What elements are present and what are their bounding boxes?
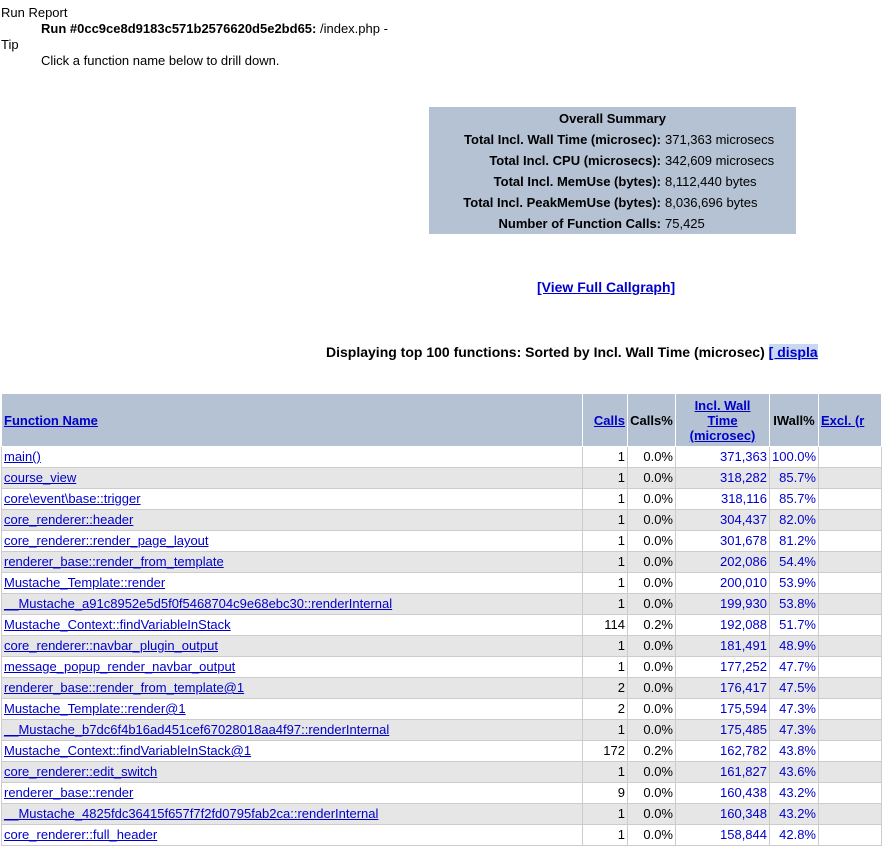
calls-pct-cell: 0.0% (628, 762, 676, 783)
incl-wall-cell: 175,594 (676, 699, 770, 720)
calls-cell: 1 (583, 489, 628, 510)
excl-cell (819, 636, 882, 657)
calls-cell: 1 (583, 657, 628, 678)
iwall-pct-cell: 81.2% (770, 531, 819, 552)
table-row (2, 489, 882, 510)
excl-cell (819, 510, 882, 531)
table-row (2, 804, 882, 825)
run-info (41, 21, 388, 36)
iwall-pct-cell: 47.7% (770, 657, 819, 678)
iwall-pct-cell: 51.7% (770, 615, 819, 636)
summary-title: Overall Summary (559, 111, 666, 126)
incl-wall-cell: 304,437 (676, 510, 770, 531)
summary-label: Number of Function Calls: (498, 216, 661, 231)
calls-cell: 1 (583, 825, 628, 846)
excl-cell (819, 573, 882, 594)
function-link[interactable]: Mustache_Template::render@1 (4, 701, 186, 716)
calls-pct-cell: 0.0% (628, 573, 676, 594)
calls-pct-cell: 0.0% (628, 636, 676, 657)
summary-label: Total Incl. PeakMemUse (bytes): (463, 195, 661, 210)
iwall-pct-cell: 47.3% (770, 699, 819, 720)
function-link[interactable]: core\event\base::trigger (4, 491, 141, 506)
function-name-cell (2, 741, 583, 762)
table-row (2, 657, 882, 678)
col-function-name[interactable] (2, 394, 583, 447)
function-name-cell (2, 804, 583, 825)
calls-pct-cell: 0.0% (628, 552, 676, 573)
excl-cell (819, 657, 882, 678)
sort-calls-link[interactable]: Calls (593, 412, 625, 428)
summary-value: 8,112,440 bytes (665, 174, 757, 189)
summary-row-cpu (429, 150, 796, 171)
table-row (2, 699, 882, 720)
tip-text: Click a function name below to drill down. (41, 53, 280, 68)
function-link[interactable]: renderer_base::render (4, 785, 134, 800)
iwall-pct-cell: 48.9% (770, 636, 819, 657)
iwall-pct-cell: 42.8% (770, 825, 819, 846)
summary-label: Total Incl. MemUse (bytes): (493, 174, 661, 189)
function-link[interactable]: __Mustache_b7dc6f4b16ad451cef67028018aa4f97::renderInternal (4, 722, 390, 737)
calls-pct-cell: 0.0% (628, 678, 676, 699)
incl-wall-cell: 318,116 (676, 489, 770, 510)
calls-cell: 1 (583, 531, 628, 552)
summary-row-peakmemuse (429, 192, 796, 213)
iwall-pct-cell: 53.8% (770, 594, 819, 615)
function-name-cell (2, 783, 583, 804)
calls-cell: 1 (583, 594, 628, 615)
summary-row-memuse (429, 171, 796, 192)
excl-cell (819, 531, 882, 552)
table-row (2, 552, 882, 573)
incl-wall-cell: 181,491 (676, 636, 770, 657)
function-link[interactable]: main() (4, 449, 41, 464)
incl-wall-cell: 301,678 (676, 531, 770, 552)
calls-pct-cell: 0.0% (628, 699, 676, 720)
calls-cell: 2 (583, 678, 628, 699)
function-name-cell (2, 594, 583, 615)
calls-cell: 1 (583, 804, 628, 825)
incl-wall-cell: 199,930 (676, 594, 770, 615)
calls-pct-cell: 0.0% (628, 447, 676, 468)
function-link[interactable]: __Mustache_a91c8952e5d5f0f5468704c9e68ebc30::renderInternal (4, 596, 393, 611)
incl-wall-cell: 161,827 (676, 762, 770, 783)
function-name-cell (2, 447, 583, 468)
iwall-pct-cell: 100.0% (770, 447, 819, 468)
summary-table (429, 107, 796, 234)
incl-wall-cell: 160,438 (676, 783, 770, 804)
incl-wall-cell: 160,348 (676, 804, 770, 825)
iwall-pct-cell: 43.8% (770, 741, 819, 762)
functions-table (1, 393, 882, 846)
incl-wall-cell: 162,782 (676, 741, 770, 762)
table-row (2, 447, 882, 468)
calls-cell: 1 (583, 510, 628, 531)
iwall-pct-cell: 47.3% (770, 720, 819, 741)
function-link[interactable]: message_popup_render_navbar_output (4, 659, 236, 674)
col-incl-wall[interactable] (676, 394, 770, 447)
function-name-cell (2, 573, 583, 594)
col-iwall-pct: IWall% (770, 394, 819, 447)
excl-cell (819, 825, 882, 846)
table-row (2, 678, 882, 699)
calls-pct-cell: 0.0% (628, 594, 676, 615)
excl-cell (819, 447, 882, 468)
excl-cell (819, 615, 882, 636)
table-row (2, 531, 882, 552)
table-row (2, 615, 882, 636)
excl-cell (819, 552, 882, 573)
excl-cell (819, 594, 882, 615)
excl-cell (819, 762, 882, 783)
excl-cell (819, 489, 882, 510)
incl-wall-cell: 318,282 (676, 468, 770, 489)
calls-pct-cell: 0.0% (628, 510, 676, 531)
incl-wall-cell: 158,844 (676, 825, 770, 846)
overall-summary (429, 107, 796, 234)
summary-label: Total Incl. CPU (microsecs): (489, 153, 661, 168)
calls-pct-cell: 0.0% (628, 489, 676, 510)
display-text: Displaying top 100 functions: Sorted by Incl. Wall Time (microsec) (326, 344, 765, 360)
incl-wall-cell: 200,010 (676, 573, 770, 594)
table-row (2, 510, 882, 531)
iwall-pct-cell: 54.4% (770, 552, 819, 573)
function-name-cell (2, 657, 583, 678)
sort-excl-link[interactable]: Excl. (r (821, 412, 865, 428)
function-name-cell (2, 531, 583, 552)
function-link[interactable]: core_renderer::render_page_layout (4, 533, 209, 548)
iwall-pct-cell: 43.2% (770, 783, 819, 804)
calls-pct-cell: 0.0% (628, 783, 676, 804)
table-row (2, 741, 882, 762)
excl-cell (819, 741, 882, 762)
calls-pct-cell: 0.0% (628, 468, 676, 489)
col-calls-pct: Calls% (628, 394, 676, 447)
function-name-cell (2, 510, 583, 531)
function-name-cell (2, 699, 583, 720)
function-name-cell (2, 720, 583, 741)
function-link[interactable]: core_renderer::full_header (4, 827, 158, 842)
function-name-cell (2, 636, 583, 657)
calls-cell: 9 (583, 783, 628, 804)
tip-label: Tip (1, 37, 19, 52)
excl-cell (819, 804, 882, 825)
function-name-cell (2, 489, 583, 510)
function-link[interactable]: __Mustache_4825fdc36415f657f7f2fd0795fab2ca::renderInternal (4, 806, 379, 821)
report-title: Run Report (1, 5, 68, 20)
iwall-pct-cell: 85.7% (770, 468, 819, 489)
iwall-pct-cell: 53.9% (770, 573, 819, 594)
function-name-cell (2, 552, 583, 573)
table-header-row (2, 394, 882, 447)
calls-pct-cell: 0.0% (628, 531, 676, 552)
table-row (2, 825, 882, 846)
function-link[interactable]: Mustache_Template::render (4, 575, 166, 590)
summary-value: 371,363 microsecs (665, 132, 775, 147)
function-link[interactable]: core_renderer::edit_switch (4, 764, 158, 779)
incl-wall-cell: 175,485 (676, 720, 770, 741)
calls-pct-cell: 0.0% (628, 825, 676, 846)
excl-cell (819, 783, 882, 804)
sort-function-name-link[interactable]: Function Name (4, 412, 98, 428)
calls-pct-cell: 0.0% (628, 804, 676, 825)
table-row (2, 636, 882, 657)
incl-wall-cell: 176,417 (676, 678, 770, 699)
table-row (2, 468, 882, 489)
summary-label: Total Incl. Wall Time (microsec): (464, 132, 661, 147)
summary-row-function-calls (429, 213, 796, 234)
incl-wall-cell: 192,088 (676, 615, 770, 636)
view-full-callgraph-link[interactable]: [View Full Callgraph] (537, 279, 676, 295)
calls-pct-cell: 0.2% (628, 741, 676, 762)
function-name-cell (2, 825, 583, 846)
summary-value: 8,036,696 bytes (665, 195, 758, 210)
col-calls[interactable] (583, 394, 628, 447)
function-name-cell (2, 762, 583, 783)
display-all-link[interactable]: [ displa (768, 344, 818, 360)
calls-cell: 2 (583, 699, 628, 720)
excl-cell (819, 720, 882, 741)
function-link[interactable]: course_view (4, 470, 77, 485)
calls-cell: 172 (583, 741, 628, 762)
col-excl[interactable] (819, 394, 882, 447)
calls-cell: 1 (583, 720, 628, 741)
iwall-pct-cell: 43.6% (770, 762, 819, 783)
calls-cell: 1 (583, 636, 628, 657)
excl-cell (819, 468, 882, 489)
function-link[interactable]: renderer_base::render_from_template@1 (4, 680, 245, 695)
incl-wall-cell: 177,252 (676, 657, 770, 678)
calls-cell: 1 (583, 552, 628, 573)
table-row (2, 573, 882, 594)
calls-cell: 114 (583, 615, 628, 636)
run-id: Run #0cc9ce8d9183c571b2576620d5e2bd65: (41, 21, 317, 36)
iwall-pct-cell: 85.7% (770, 489, 819, 510)
function-name-cell (2, 678, 583, 699)
table-row (2, 762, 882, 783)
function-link[interactable]: core_renderer::navbar_plugin_output (4, 638, 218, 653)
calls-cell: 1 (583, 762, 628, 783)
excl-cell (819, 678, 882, 699)
calls-pct-cell: 0.2% (628, 615, 676, 636)
calls-cell: 1 (583, 447, 628, 468)
run-path: /index.php - (319, 21, 388, 36)
iwall-pct-cell: 43.2% (770, 804, 819, 825)
table-row (2, 783, 882, 804)
incl-wall-cell: 202,086 (676, 552, 770, 573)
summary-value: 342,609 microsecs (665, 153, 775, 168)
calls-cell: 1 (583, 468, 628, 489)
calls-pct-cell: 0.0% (628, 657, 676, 678)
excl-cell (819, 699, 882, 720)
iwall-pct-cell: 82.0% (770, 510, 819, 531)
function-name-cell (2, 615, 583, 636)
summary-value: 75,425 (665, 216, 705, 231)
function-link[interactable]: renderer_base::render_from_template (4, 554, 224, 569)
display-heading (326, 344, 818, 360)
table-row (2, 594, 882, 615)
table-row (2, 720, 882, 741)
sort-incl-wall-link[interactable]: Incl. Wall Time (microsec) (689, 397, 756, 443)
calls-pct-cell: 0.0% (628, 720, 676, 741)
calls-cell: 1 (583, 573, 628, 594)
iwall-pct-cell: 47.5% (770, 678, 819, 699)
function-name-cell (2, 468, 583, 489)
function-link[interactable]: Mustache_Context::findVariableInStack@1 (4, 743, 252, 758)
function-link[interactable]: Mustache_Context::findVariableInStack (4, 617, 231, 632)
incl-wall-cell: 371,363 (676, 447, 770, 468)
function-link[interactable]: core_renderer::header (4, 512, 134, 527)
summary-row-wall-time (429, 129, 796, 150)
